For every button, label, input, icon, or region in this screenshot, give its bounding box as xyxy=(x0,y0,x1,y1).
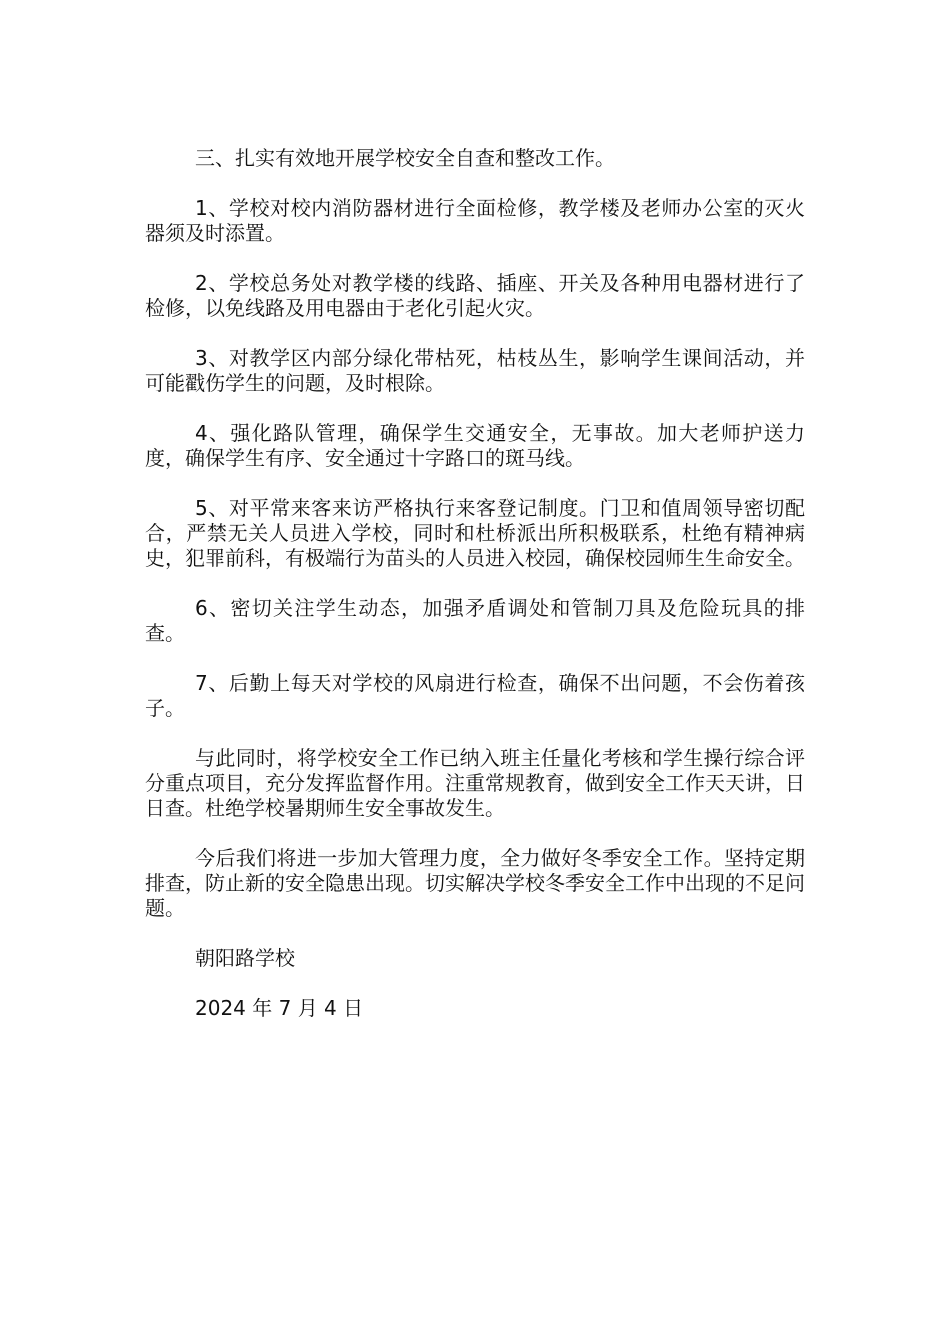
closing-paragraph-2: 今后我们将进一步加大管理力度，全力做好冬季安全工作。坚持定期排查，防止新的安全隐患出现。切实解决学校冬季安全工作中出现的不足问题。 xyxy=(145,846,805,920)
list-item-7: 7、后勤上每天对学校的风扇进行检查，确保不出问题，不会伤着孩子。 xyxy=(145,671,805,720)
list-item-4: 4、强化路队管理，确保学生交通安全，无事故。加大老师护送力度，确保学生有序、安全通过十字路口的斑马线。 xyxy=(145,421,805,470)
list-item-2: 2、学校总务处对教学楼的线路、插座、开关及各种用电器材进行了检修，以免线路及用电器由于老化引起火灾。 xyxy=(145,271,805,320)
section-heading: 三、扎实有效地开展学校安全自查和整改工作。 xyxy=(195,146,615,170)
document-body xyxy=(145,146,805,1046)
list-item-6: 6、密切关注学生动态，加强矛盾调处和管制刀具及危险玩具的排查。 xyxy=(145,596,805,645)
list-item-3: 3、对教学区内部分绿化带枯死，枯枝丛生，影响学生课间活动，并可能戳伤学生的问题，及时根除。 xyxy=(145,346,805,395)
signature: 朝阳路学校 xyxy=(195,946,295,970)
list-item-1: 1、学校对校内消防器材进行全面检修，教学楼及老师办公室的灭火器须及时添置。 xyxy=(145,196,805,245)
closing-paragraph-1: 与此同时，将学校安全工作已纳入班主任量化考核和学生操行综合评分重点项目，充分发挥监督作用。注重常规教育，做到安全工作天天讲，日日查。杜绝学校暑期师生安全事故发生。 xyxy=(145,746,805,820)
list-item-5: 5、对平常来客来访严格执行来客登记制度。门卫和值周领导密切配合，严禁无关人员进入学校，同时和杜桥派出所积极联系，杜绝有精神病史，犯罪前科，有极端行为苗头的人员进入校园，确保校园师生生命安全。 xyxy=(145,496,805,570)
date: 2024 年 7 月 4 日 xyxy=(195,996,364,1020)
